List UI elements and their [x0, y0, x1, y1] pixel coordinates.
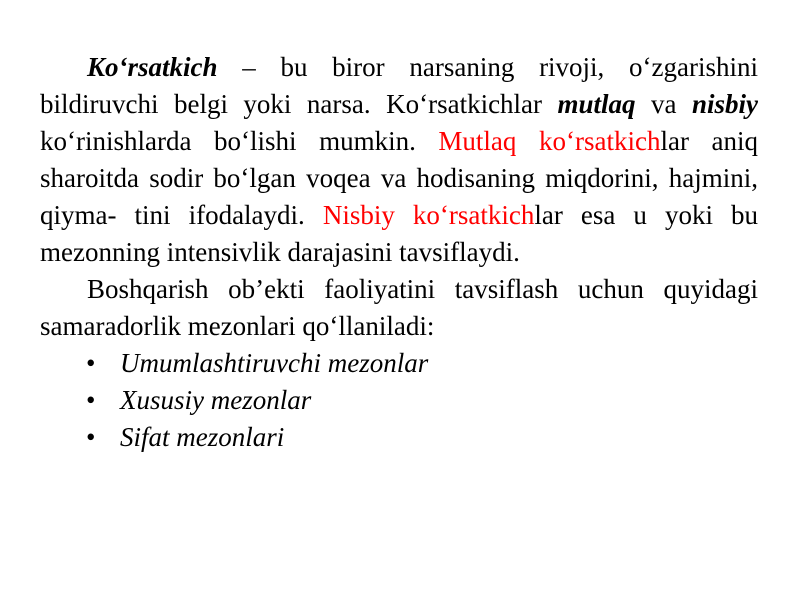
list-item: [40, 419, 758, 456]
text-segment: lar aniq sharoitda sodir bo‘lgan voqea va hodisaning miqdorini, hajmini, qiyma- tini ifodalaydi.: [40, 126, 758, 230]
list-item: [40, 345, 758, 382]
list-item: [40, 382, 758, 419]
list-item-label: Sifat mezonlari: [120, 422, 285, 452]
list-item-label: Umumlashtiruvchi mezonlar: [120, 348, 429, 378]
term-nisbiy: nisbiy: [692, 89, 759, 119]
criteria-intro-paragraph: Boshqarish ob’ekti faoliyatini tavsiflash uchun quyidagi samaradorlik mezonlari qo‘llaniladi:: [40, 274, 758, 341]
highlight-nisbiy-korsatkich: Nisbiy ko‘rsatkich: [322, 200, 535, 230]
text-segment: – bu biror narsaning rivoji, o‘zgarishini bildiruvchi belgi yoki narsa. Ko‘rsatkichlar: [40, 52, 758, 119]
list-item-label: Xususiy mezonlar: [120, 385, 312, 415]
bullet-icon: •: [86, 385, 96, 415]
definition-paragraph: [40, 49, 758, 271]
text-segment: lar esa u yoki bu mezonning intensivlik darajasini tavsiflaydi.: [40, 200, 758, 267]
term-korsatkich: Ko‘rsatkich: [87, 52, 218, 82]
term-mutlaq: mutlaq: [557, 89, 636, 119]
text-segment: ko‘rinishlarda bo‘lishi mumkin.: [40, 126, 439, 156]
criteria-list: [40, 345, 758, 456]
highlight-mutlaq-korsatkich: Mutlaq ko‘rsatkich: [438, 126, 661, 156]
bullet-icon: •: [86, 422, 96, 452]
slide-content: [40, 49, 758, 456]
bullet-icon: •: [86, 348, 96, 378]
text-segment: va: [635, 89, 692, 119]
